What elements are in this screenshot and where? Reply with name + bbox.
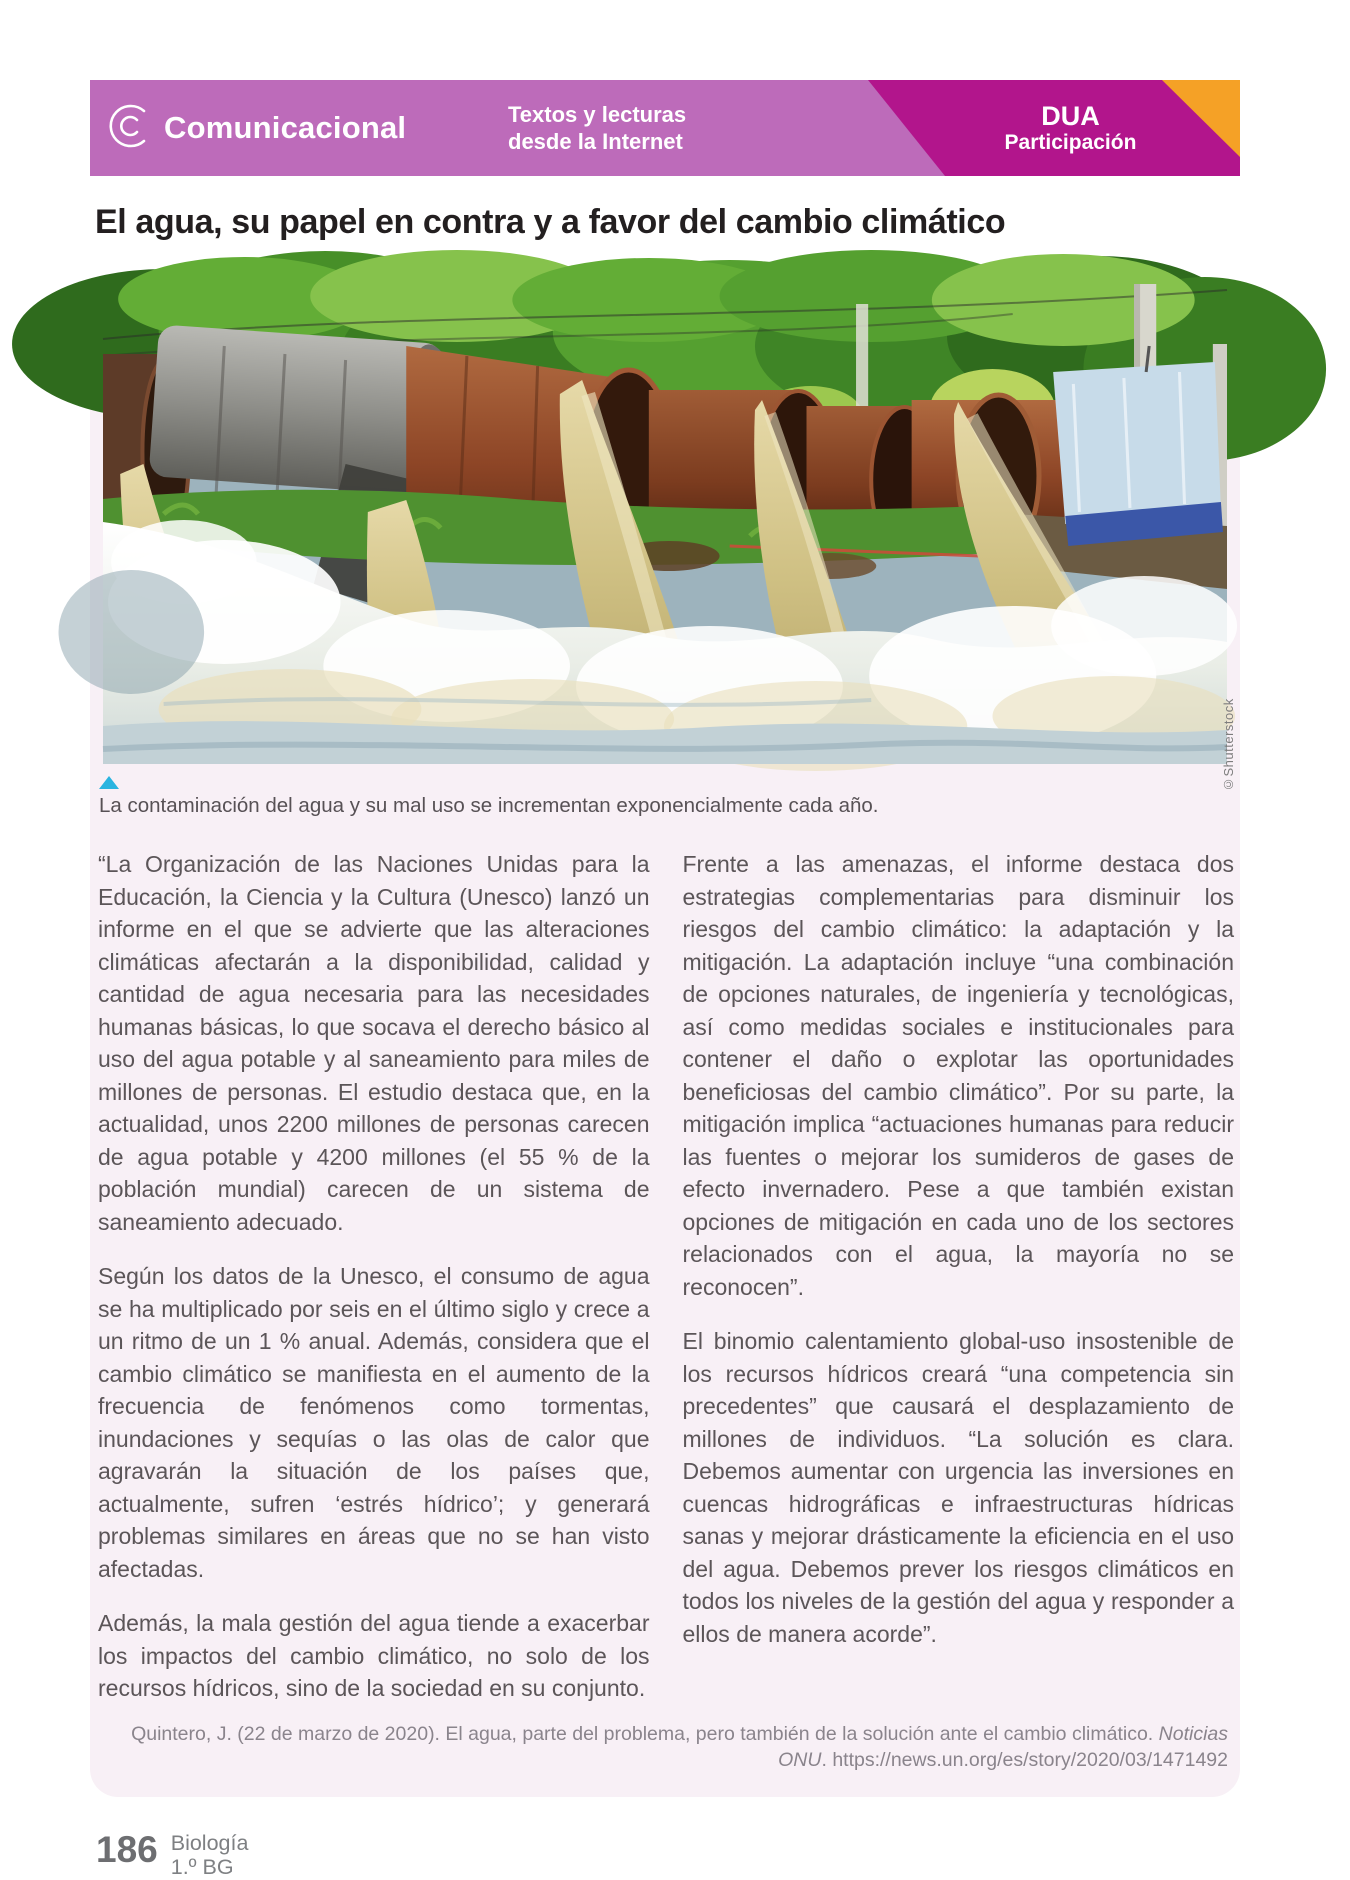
photo-caption: La contaminación del agua y su mal uso se incrementan exponencialmente cada año. — [99, 794, 879, 817]
citation-source-name: Noticias ONU — [778, 1722, 1228, 1771]
chapter-banner — [90, 80, 1240, 176]
comunicacional-logo-icon — [106, 100, 152, 157]
article-column-right — [683, 848, 1235, 1705]
citation-text: Quintero, J. (22 de marzo de 2020). El agua, parte del problema, pero también de la solución ante el cambio climático. — [131, 1722, 1159, 1745]
paragraph: “La Organización de las Naciones Unidas para la Educación, la Ciencia y la Cultura (Unesco) lanzó un informe en el que se advierte que las alteraciones climáticas afectarán a la disponibilidad, calidad y cantidad de agua necesaria para las necesidades humanas básicas, lo que socava el derecho básico al uso del agua potable y al saneamiento para miles de millones de personas. El estudio destaca que, en la actualidad, unos 2200 millones de personas carecen de agua potable y 4200 millones (el 55 % de la población mundial) carecen de un sistema de saneamiento adecuado. — [98, 851, 650, 1235]
paragraph: Frente a las amenazas, el informe destaca dos estrategias complementarias para disminuir los riesgos del cambio climático: la adaptación y la mitigación. La adaptación incluye “una combinación de opciones naturales, de ingeniería y tecnológicas, así como medidas sociales e institucionales para contener el daño o explotar las oportunidades beneficiosas del cambio climático”. Por su parte, la mitigación implica “actuaciones humanas para reducir las fuentes o mejorar los sumideros de gases de efecto invernadero. Pese a que también existan opciones de mitigación en cada uno de los sectores relacionados con el agua, la mayoría no se reconocen”. — [682, 851, 1234, 1300]
footer-meta — [171, 1831, 249, 1879]
dua-badge-subtitle: Participación — [1004, 131, 1137, 154]
banner-subtitle-line1: Textos y lecturas — [508, 102, 687, 127]
paragraph: Además, la mala gestión del agua tiende a exacerbar los impactos del cambio climático, no solo de los recursos hídricos, sino de la sociedad en su conjunto. — [98, 1610, 650, 1701]
page-title: El agua, su papel en contra y a favor del cambio climático — [95, 203, 1006, 241]
article-body — [98, 848, 1234, 1705]
citation-url[interactable]: https://news.un.org/es/story/2020/03/1471492 — [832, 1748, 1228, 1771]
textbook-page — [0, 80, 1350, 1880]
footer-grade: 1.º BG — [170, 1854, 234, 1879]
brand-block — [106, 80, 406, 176]
caption-marker-triangle-icon — [99, 776, 119, 789]
article-column-left — [98, 848, 650, 1705]
banner-subtitle — [508, 101, 686, 155]
page-footer — [96, 1828, 1240, 1879]
banner-subtitle-line2: desde la Internet — [508, 129, 683, 154]
paragraph: Según los datos de la Unesco, el consumo de agua se ha multiplicado por seis en el último siglo y crece a un ritmo de un 1 % anual. Además, considera que el cambio climático se manifiesta en el aumento de la frecuencia de fenómenos como tormentas, inundaciones y sequías o las olas de calor que agravarán la situación de los países que, actualmente, sufren ‘estrés hídrico’; y generará problemas similares en áreas que no se han visto afectadas. — [98, 1263, 650, 1582]
citation-separator: . — [821, 1748, 833, 1771]
dua-badge-title: DUA — [1041, 101, 1100, 131]
brand-name: Comunicacional — [164, 110, 407, 145]
paragraph: El binomio calentamiento global-uso insostenible de los recursos hídricos creará “una competencia sin precedentes” que causará el desplazamiento de millones de individuos. “La solución es clara. Debemos aumentar con urgencia las inversiones en cuencas hidrográficas e infraestructuras hídricas sanas y mejorar drásticamente la eficiencia en el uso del agua. Debemos prever los riesgos climáticos en todos los niveles de la gestión del agua y responder a ellos de manera acorde”. — [682, 1328, 1234, 1647]
source-citation — [90, 1721, 1228, 1797]
photo-credit: ©Shutterstock — [1221, 698, 1236, 792]
article-card — [90, 284, 1240, 1797]
dua-badge — [968, 101, 1173, 155]
page-number: 186 — [96, 1828, 158, 1870]
footer-subject: Biología — [170, 1830, 249, 1855]
photo-illustration-pipes-water — [103, 284, 1227, 764]
article-photo — [103, 284, 1227, 764]
